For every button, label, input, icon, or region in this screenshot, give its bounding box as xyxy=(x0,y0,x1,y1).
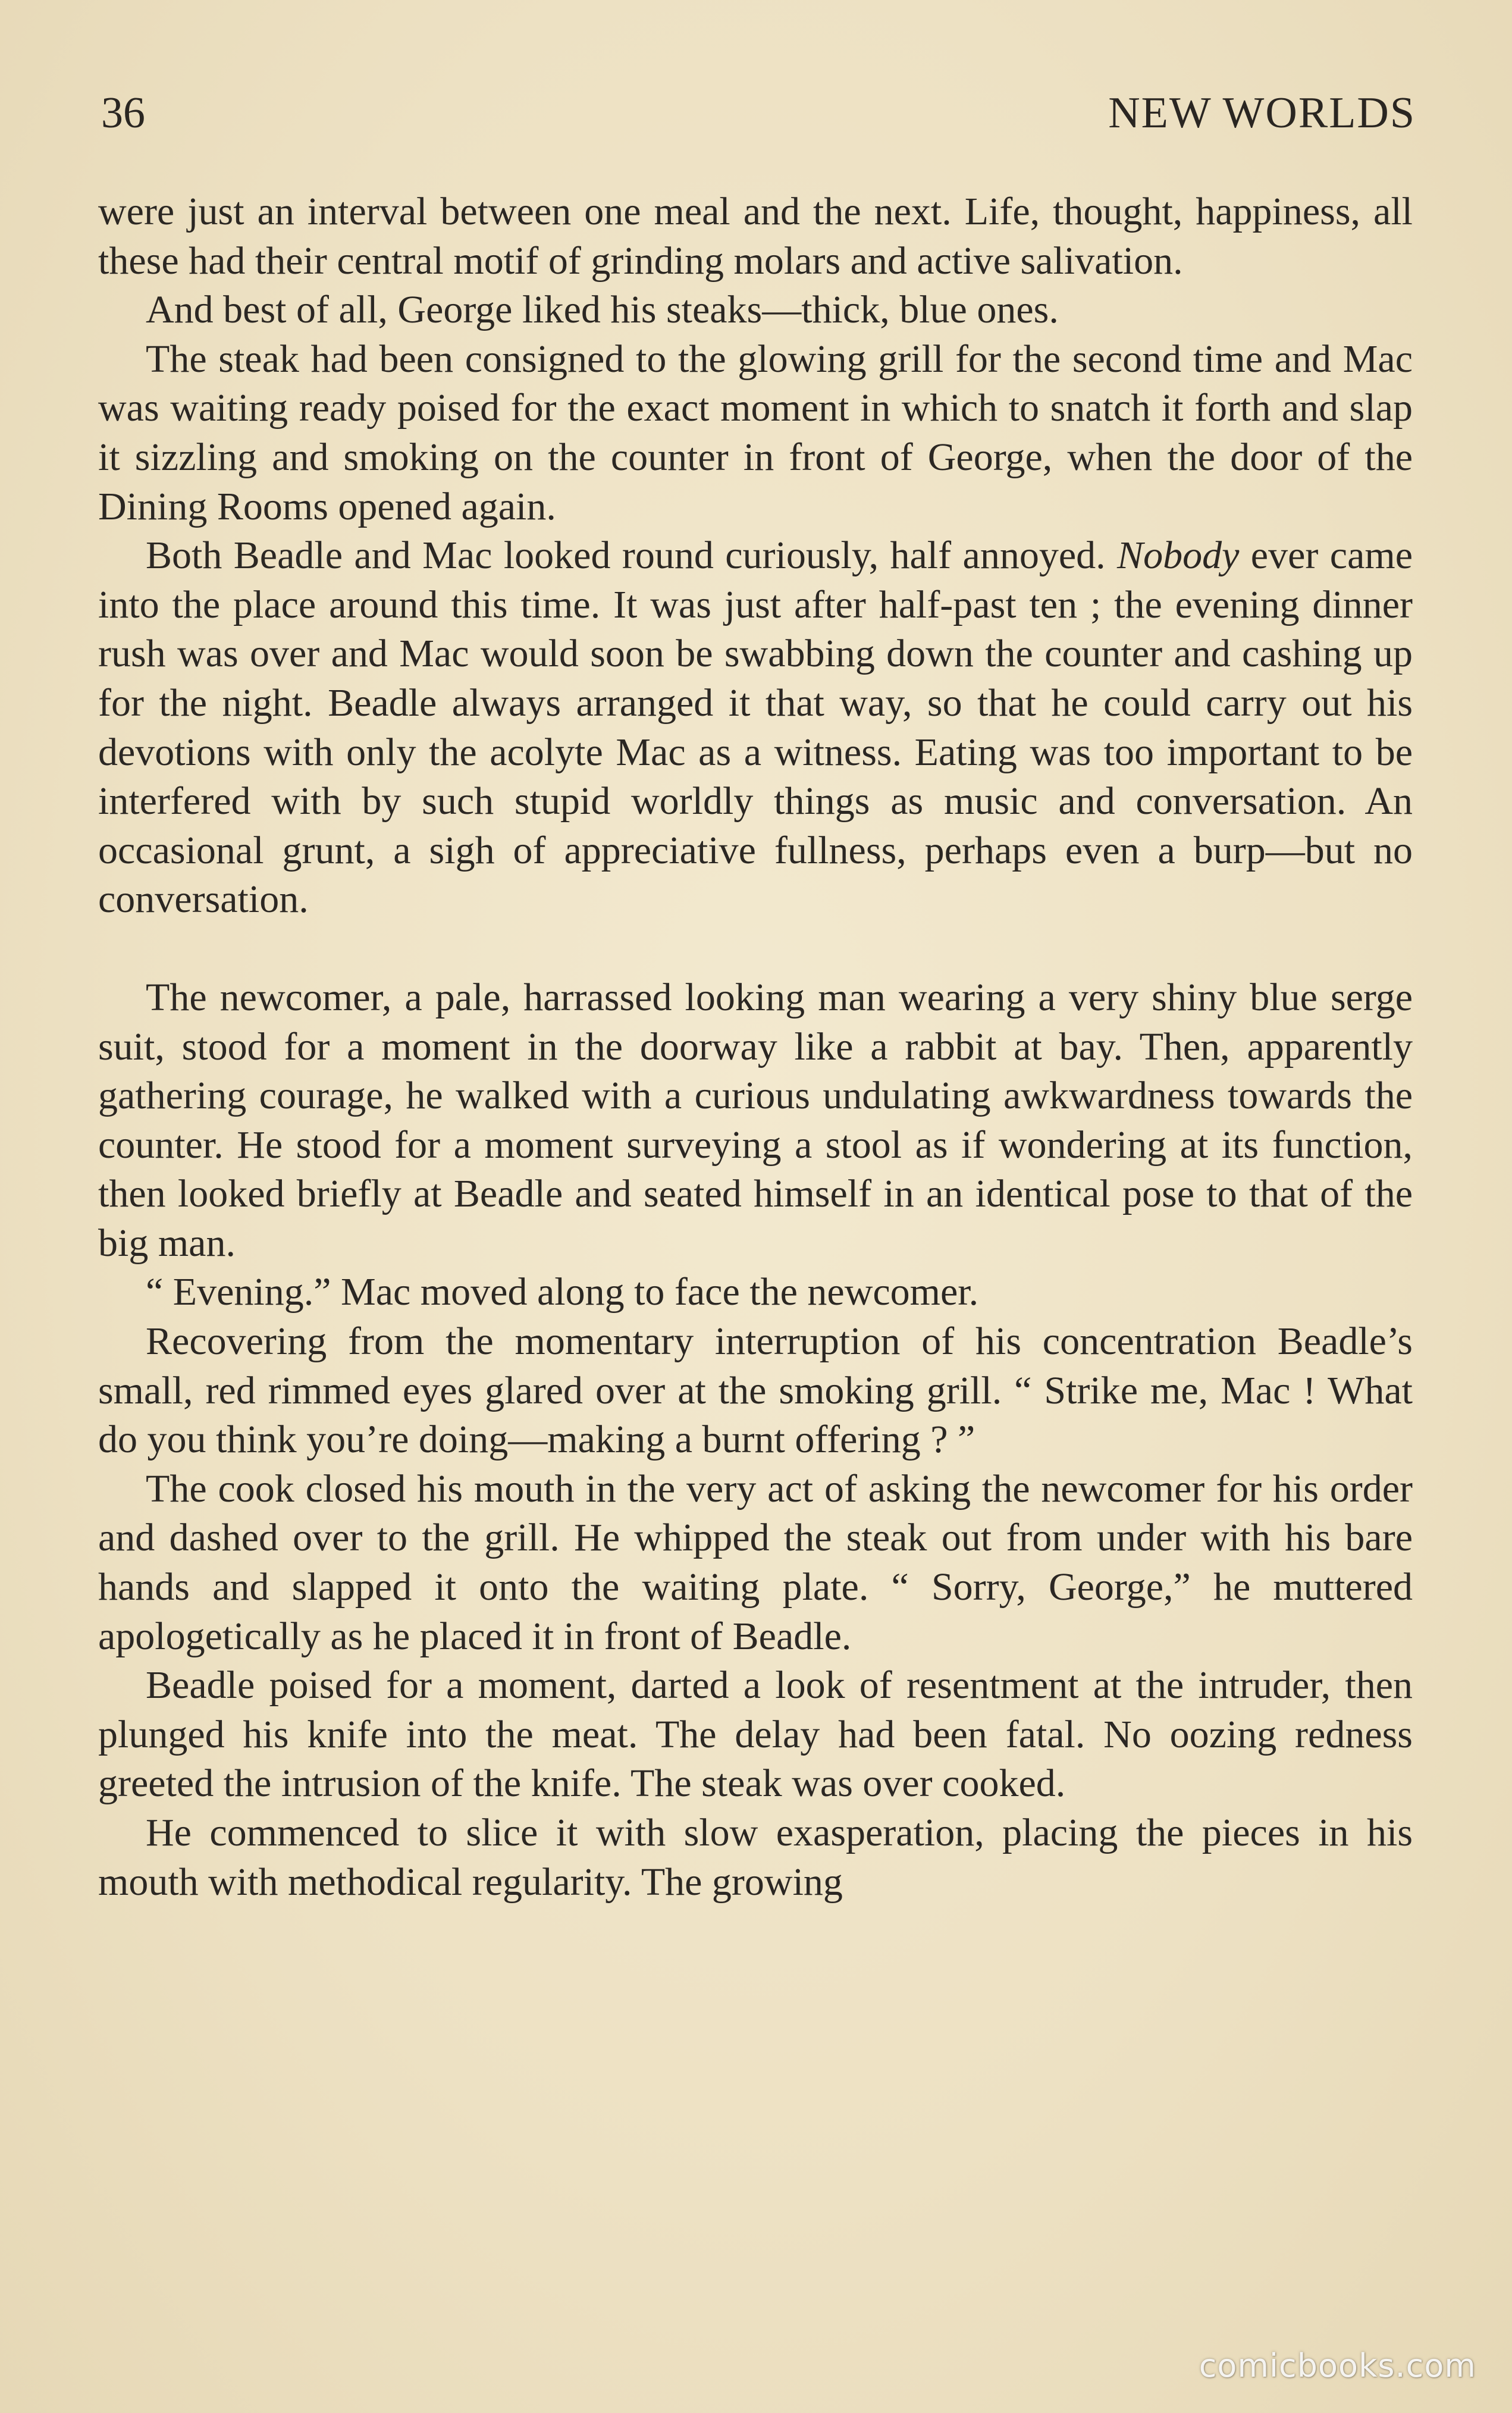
paragraph: were just an interval between one meal and the next. Life, thought, happiness, all these had their central motif of grinding molars and active salivation. xyxy=(98,190,1413,283)
paragraph: He commenced to slice it with slow exasperation, placing the pieces in his mouth with methodical regularity. The growing xyxy=(98,1811,1413,1904)
paragraph: The steak had been consigned to the glowing grill for the second time and Mac was waiting ready poised for the exact moment in which to snatch it forth and slap it sizzling and smoking on the counter in front of George, when the door of the Dining Rooms opened again. xyxy=(98,337,1413,528)
paragraph: The cook closed his mouth in the very act of asking the newcomer for his order and dashed over to the grill. He whipped the steak out from under with his bare hands and slapped it onto the waiting plate. “ Sorry, George,” he muttered apologetically as he placed it in front of Beadle. xyxy=(98,1466,1413,1658)
paragraph: “ Evening.” Mac moved along to face the newcomer. xyxy=(146,1270,979,1314)
page-number: 36 xyxy=(101,89,145,137)
paragraph: Beadle poised for a moment, darted a look of resentment at the intruder, then plunged his knife into the meat. The delay had been fatal. No oozing redness greeted the intrusion of the knife. The steak was over cooked. xyxy=(98,1663,1413,1806)
emphasized-word: Nobody xyxy=(1117,534,1240,578)
paragraph: And best of all, George liked his steaks—thick, blue ones. xyxy=(146,288,1059,332)
running-title: NEW WORLDS xyxy=(1108,89,1416,137)
paragraph: The newcomer, a pale, harrassed looking man wearing a very shiny blue serge suit, stood for a moment in the doorway like a rabbit at bay. Then, apparently gathering courage, he walked with a curious undulating awkwardness towards the counter. He stood for a moment surveying a stool as if wondering at its function, then looked briefly at Beadle and seated himself in an identical pose to that of the big man. xyxy=(98,975,1413,1265)
paragraph-text: ever came into the place around this time. It was just after half-past ten ; the evening dinner rush was over and Mac would soon be swabbing down the counter and cashing up for the night. Beadle always arranged it that way, so that he could carry out his devotions with only the acolyte Mac as a witness. Eating was too important to be interfered with by such stupid worldly things as music and conversation. An occasional grunt, a sigh of appreciative fullness, perhaps even a burp—but no conversation. xyxy=(98,534,1413,922)
watermark: comicbooks.com xyxy=(1199,2347,1476,2384)
page-header xyxy=(101,88,1416,148)
paragraph: Recovering from the momentary interruption of his concentration Beadle’s small, red rimmed eyes glared over at the smoking grill. “ Strike me, Mac ! What do you think you’re doing—making a burnt offering ? ” xyxy=(98,1320,1413,1462)
body-text xyxy=(98,187,1413,1907)
paragraph xyxy=(98,531,1413,925)
paragraph-text: Both Beadle and Mac looked round curiously, half annoyed. xyxy=(146,534,1106,578)
